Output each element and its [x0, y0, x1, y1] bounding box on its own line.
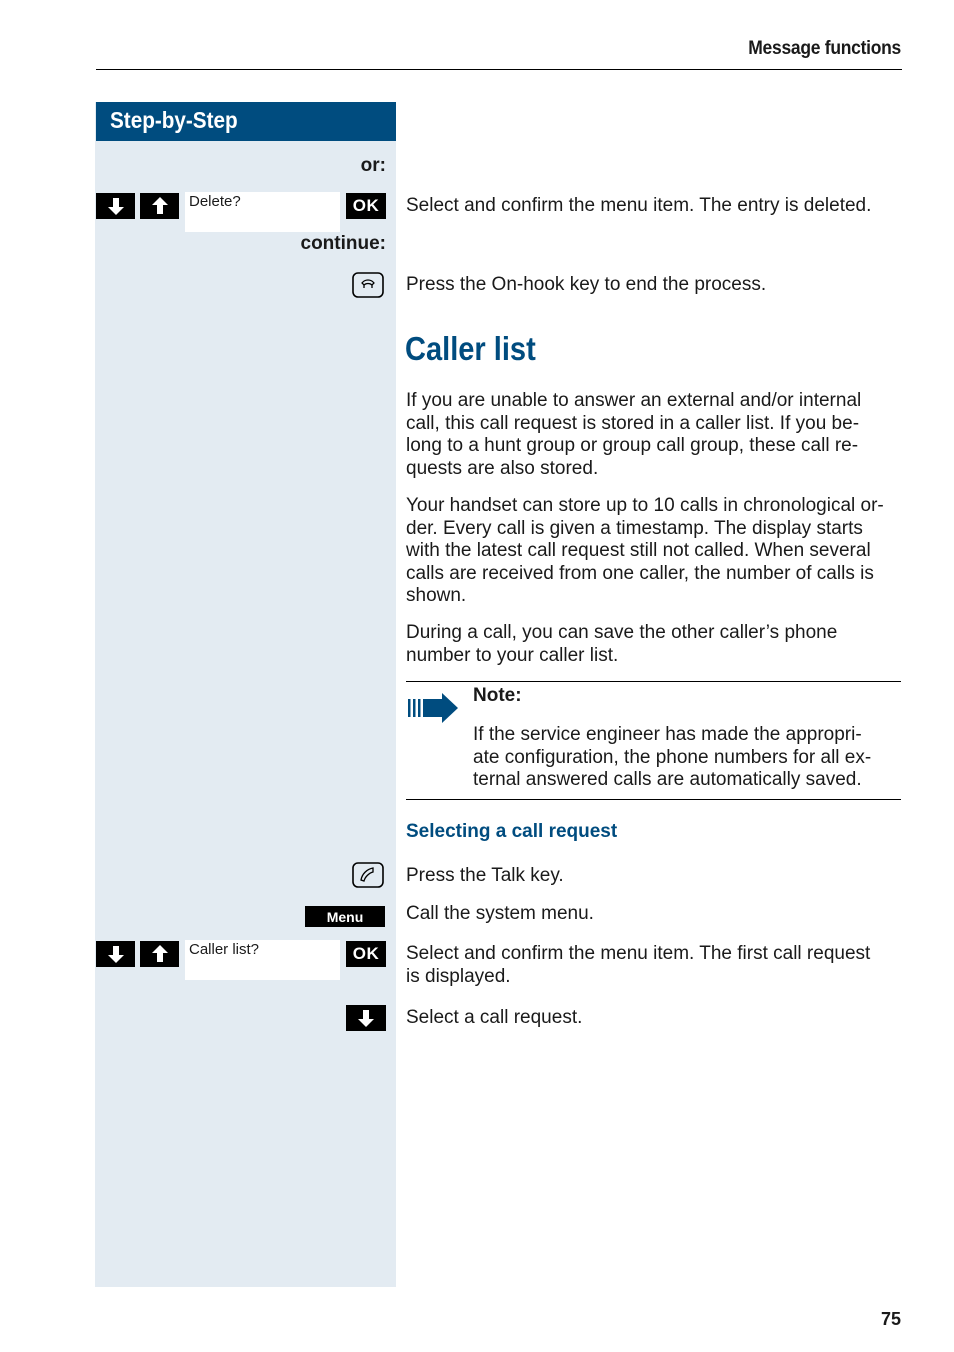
note-top-rule — [406, 681, 901, 682]
ok-key: OK — [346, 941, 386, 967]
note-line: If the service engineer has made the appropri- — [473, 724, 862, 745]
p1-line: quests are also stored. — [406, 457, 599, 479]
display-caller-list-text: Caller list? — [189, 941, 260, 958]
down-key-icon — [346, 1005, 386, 1031]
step-onhook-text: Press the On-hook key to end the process. — [406, 274, 767, 295]
paragraph-3 — [406, 622, 906, 667]
note-arrow-icon — [406, 691, 460, 730]
onhook-key-icon — [350, 270, 386, 300]
page-number: 75 — [880, 1309, 901, 1329]
note-text — [473, 724, 903, 792]
paragraph-2 — [406, 495, 906, 608]
note-title: Note: — [473, 685, 522, 706]
p1-line: long to a hunt group or group call group, these call re- — [406, 435, 859, 456]
paragraph-1 — [406, 390, 906, 480]
talk-key-icon — [350, 860, 386, 890]
step-talk-text: Press the Talk key. — [406, 865, 564, 886]
p1-line: If you are unable to answer an external and/or internal — [406, 390, 862, 411]
note-line: ternal answered calls are automatically saved. — [473, 769, 862, 790]
p2-line: calls are received from one caller, the number of calls is — [406, 562, 874, 584]
step-select-text: Select a call request. — [406, 1007, 583, 1028]
step-menu-text: Call the system menu. — [406, 903, 594, 924]
p2-line: Your handset can store up to 10 calls in chronological or- — [406, 495, 884, 516]
ok-key: OK — [346, 193, 386, 219]
sidebar-title: Step-by-Step — [110, 107, 238, 133]
step-line: is displayed. — [406, 965, 511, 987]
p2-line: der. Every call is given a timestamp. The display starts — [406, 517, 863, 539]
p1-line: call, this call request is stored in a caller list. If you be- — [406, 412, 860, 434]
step-caller-list-text — [406, 943, 906, 988]
up-key-icon — [140, 941, 179, 967]
note-line: ate configuration, the phone numbers for all ex- — [473, 746, 872, 768]
note-bottom-rule — [406, 799, 901, 800]
sidebar-header — [96, 102, 396, 141]
subsection-title: Selecting a call request — [406, 821, 618, 842]
down-key-icon — [96, 193, 135, 219]
p3-line: During a call, you can save the other caller’s phone — [406, 622, 838, 643]
display-caller-list — [185, 940, 340, 980]
p2-line: shown. — [406, 585, 467, 606]
step-line: Select and confirm the menu item. The first call request — [406, 943, 871, 964]
section-title: Caller list — [405, 330, 536, 367]
up-key-icon — [140, 193, 179, 219]
continue-label: continue: — [300, 233, 386, 254]
header-title: Message functions — [748, 38, 901, 59]
p3-line: number to your caller list. — [406, 644, 619, 666]
menu-key: Menu — [305, 906, 385, 927]
p2-line: with the latest call request still not called. When several — [406, 540, 871, 561]
or-label: or: — [360, 155, 386, 176]
header-divider — [96, 69, 902, 70]
step-delete-text: Select and confirm the menu item. The entry is deleted. — [406, 195, 872, 216]
display-delete — [185, 192, 340, 232]
down-key-icon — [96, 941, 135, 967]
display-delete-text: Delete? — [189, 193, 241, 210]
